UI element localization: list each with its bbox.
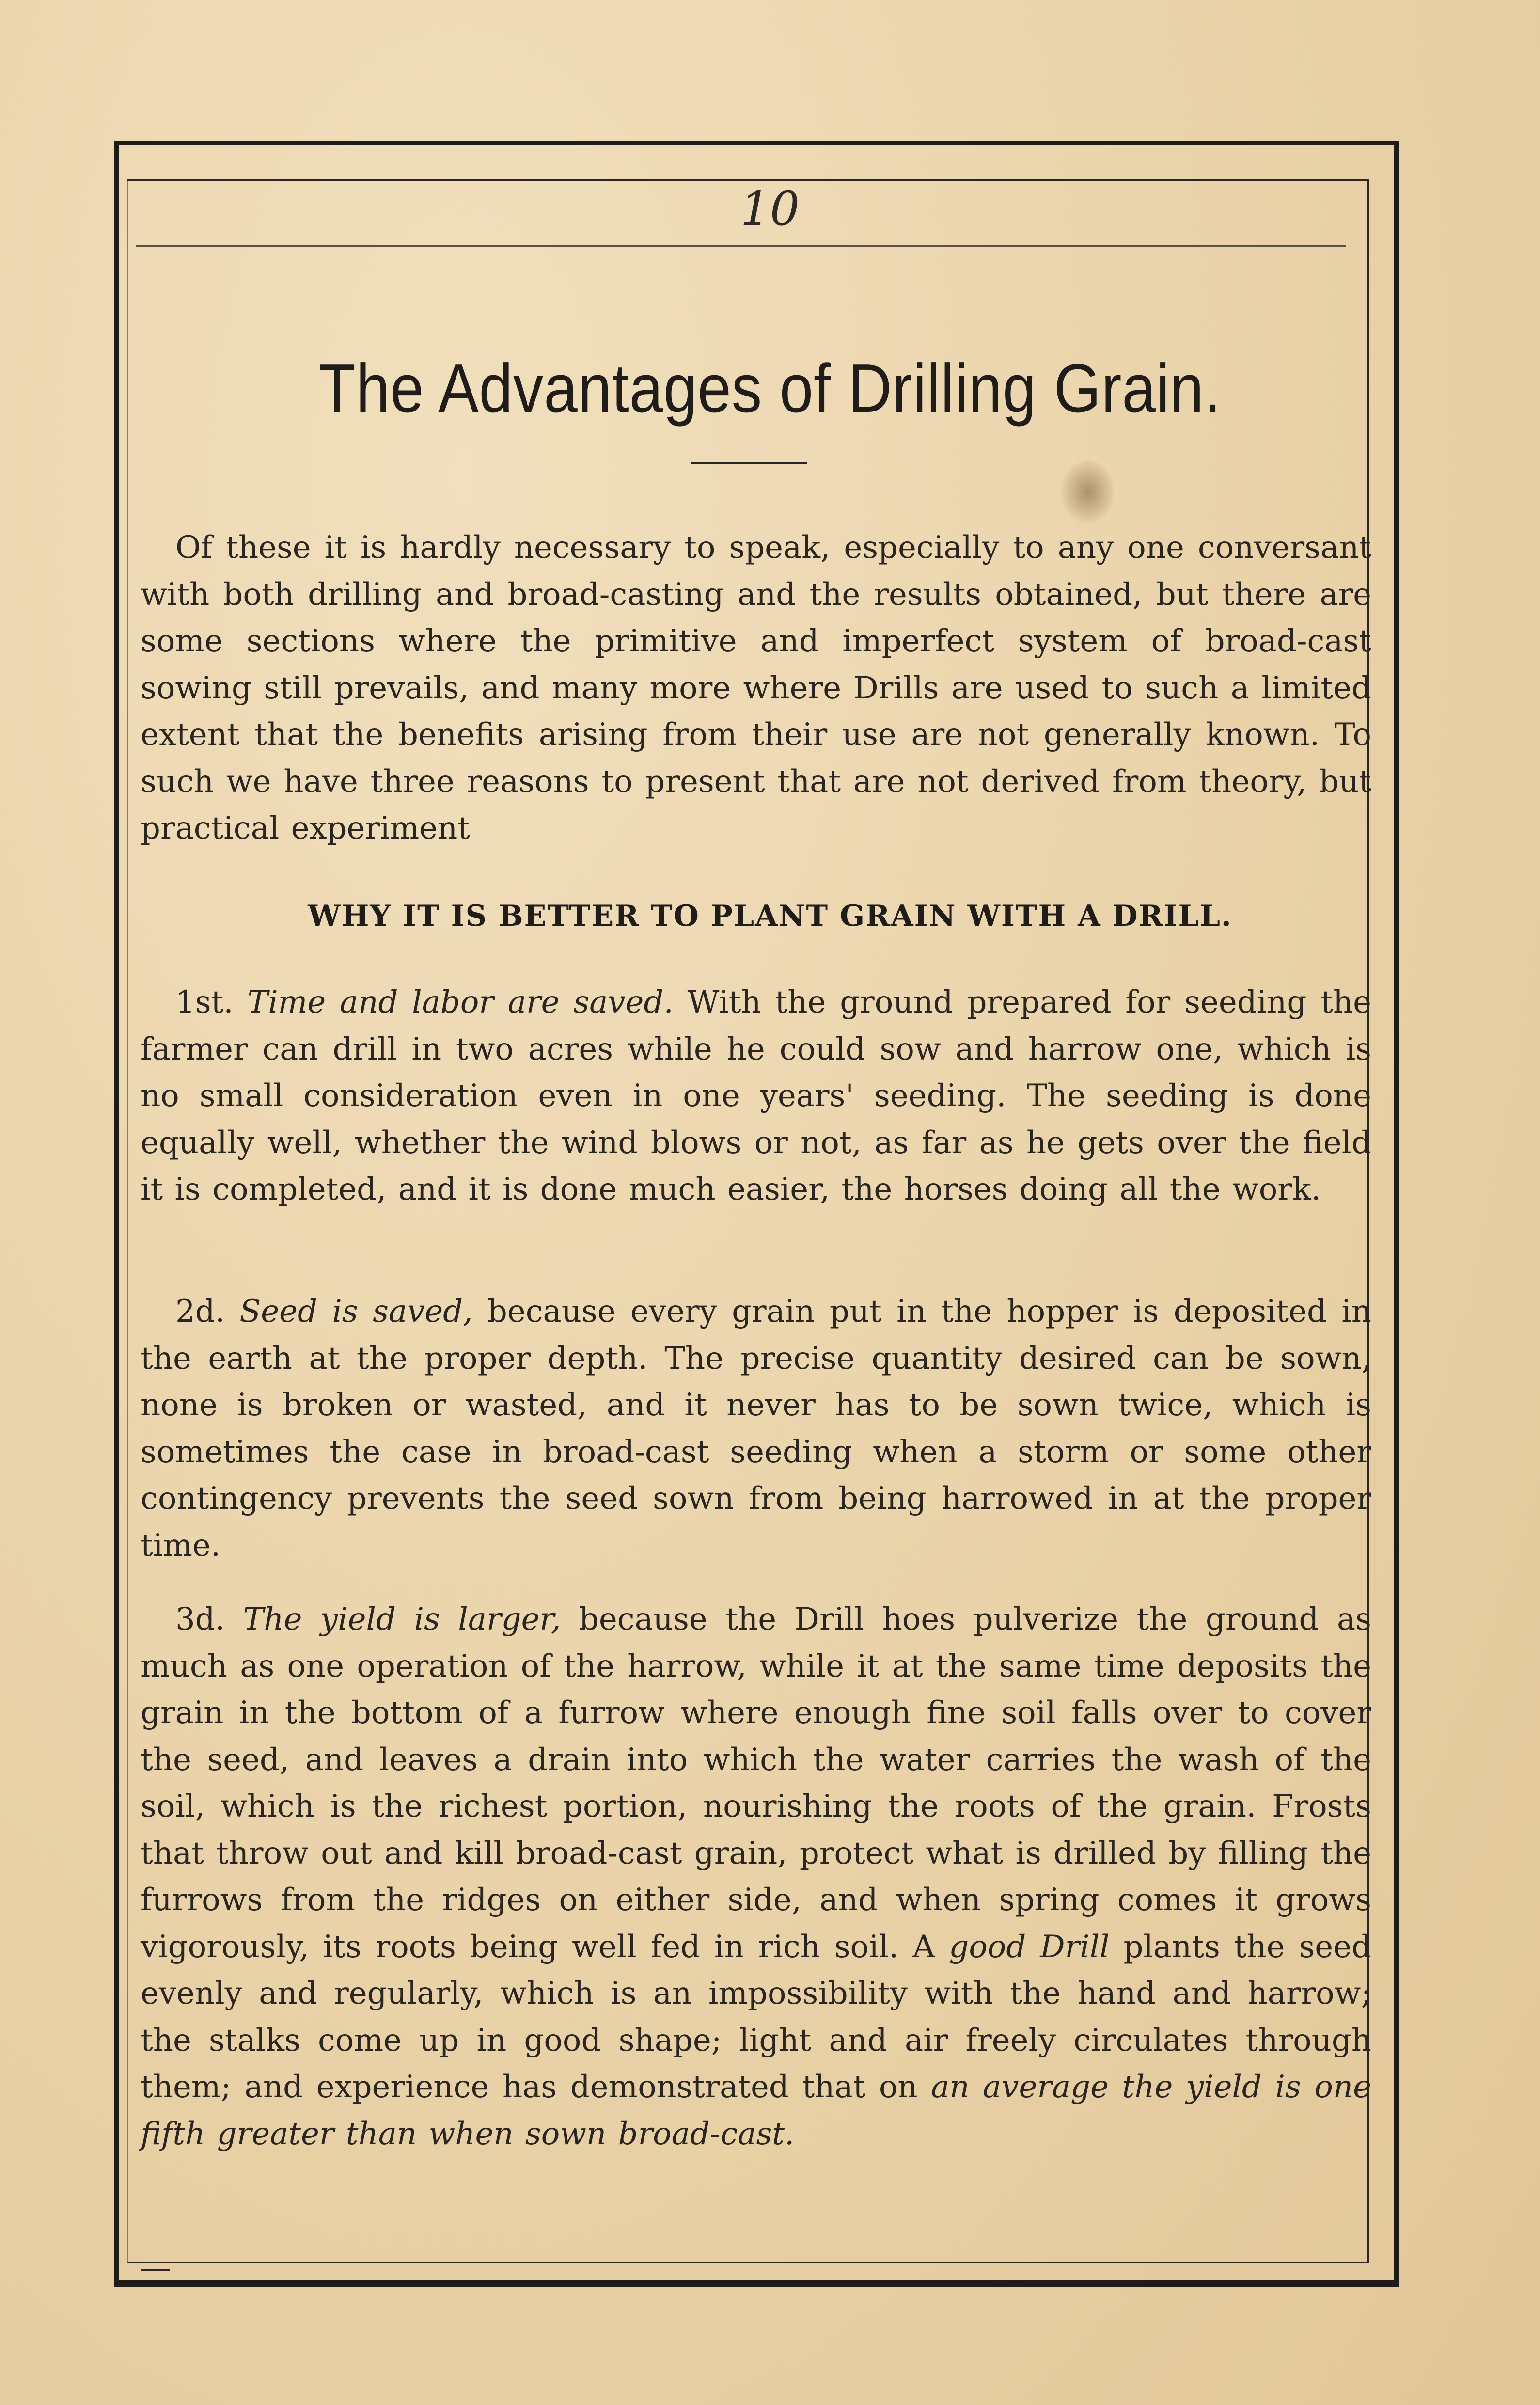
page-title: The Advantages of Drilling Grain. bbox=[318, 350, 1222, 427]
reason-emphasis: Time and labor are saved. bbox=[247, 984, 674, 1020]
reason-paragraph-3 bbox=[141, 1596, 1371, 2157]
intro-text: Of these it is hardly necessary to speak, especially to any one conversant with both drilling and broad-casting and the results obtained, but there are some sections where the primitive and imperfect system of broad-cast sowing still prevails, and many more where Drills are used to such a limited extent that the benefits arising from their use are not generally known. To such we have three reasons to present that are not derived from theory, but practical experiment bbox=[141, 530, 1371, 846]
inner-top-rule bbox=[127, 179, 1368, 181]
reason-emphasis: Seed is saved, bbox=[239, 1294, 473, 1329]
reason-paragraph-1 bbox=[141, 979, 1371, 1213]
reason-emphasis-c: an average the yield is one fifth greater than when sown broad-cast. bbox=[141, 2069, 1371, 2152]
title-divider bbox=[691, 462, 807, 464]
reason-emphasis-b: good Drill bbox=[949, 1929, 1110, 1965]
reason-text-b: plants the seed evenly and regularly, which is an impossibility with the hand and harrow; the stalks come up in good shape; light and air freely circulates through them; and experience has demonstrated that on bbox=[141, 1929, 1372, 2105]
bottom-dash bbox=[141, 2269, 170, 2271]
intro-paragraph bbox=[141, 524, 1371, 852]
page-number: 10 bbox=[740, 182, 800, 236]
reason-text: With the ground prepared for seeding the farmer can drill in two acres while he could sow and harrow one, which is no small consideration even in one years' seeding. The seeding is done equally well, whether the wind blows or not, as far as he gets over the field it is completed, and it is done much easier, the horses doing all the work. bbox=[141, 984, 1372, 1207]
paper-stain bbox=[1061, 460, 1115, 523]
header-rule bbox=[136, 245, 1346, 247]
reason-ordinal: 2d. bbox=[175, 1294, 225, 1329]
reason-ordinal: 1st. bbox=[175, 984, 234, 1020]
reason-text: because every grain put in the hopper is deposited in the earth at the proper depth. The precise quantity desired can be sown, none is broken or wasted, and it never has to be sown twice, which is sometimes the case in broad-cast seeding when a storm or some other contingency prevents the seed sown from being harrowed in at the proper time. bbox=[141, 1294, 1372, 1564]
reason-emphasis: The yield is larger, bbox=[243, 1601, 561, 1637]
section-subheading: WHY IT IS BETTER TO PLANT GRAIN WITH A DRILL. bbox=[308, 899, 1232, 933]
reason-text-a: because the Drill hoes pulverize the ground as much as one operation of the harrow, while it at the same time deposits the grain in the bottom of a furrow where enough fine soil falls over to cover the seed, and leaves a drain into which the water carries the wash of the soil, which is the richest portion, nourishing the roots of the grain. Frosts that throw out and kill broad-cast grain, protect what is drilled by filling the furrows from the ridges on either side, and when spring comes it grows vigorously, its roots being well fed in rich soil. A bbox=[141, 1601, 1371, 1965]
reason-paragraph-2 bbox=[141, 1288, 1371, 1569]
reason-ordinal: 3d. bbox=[175, 1601, 225, 1637]
